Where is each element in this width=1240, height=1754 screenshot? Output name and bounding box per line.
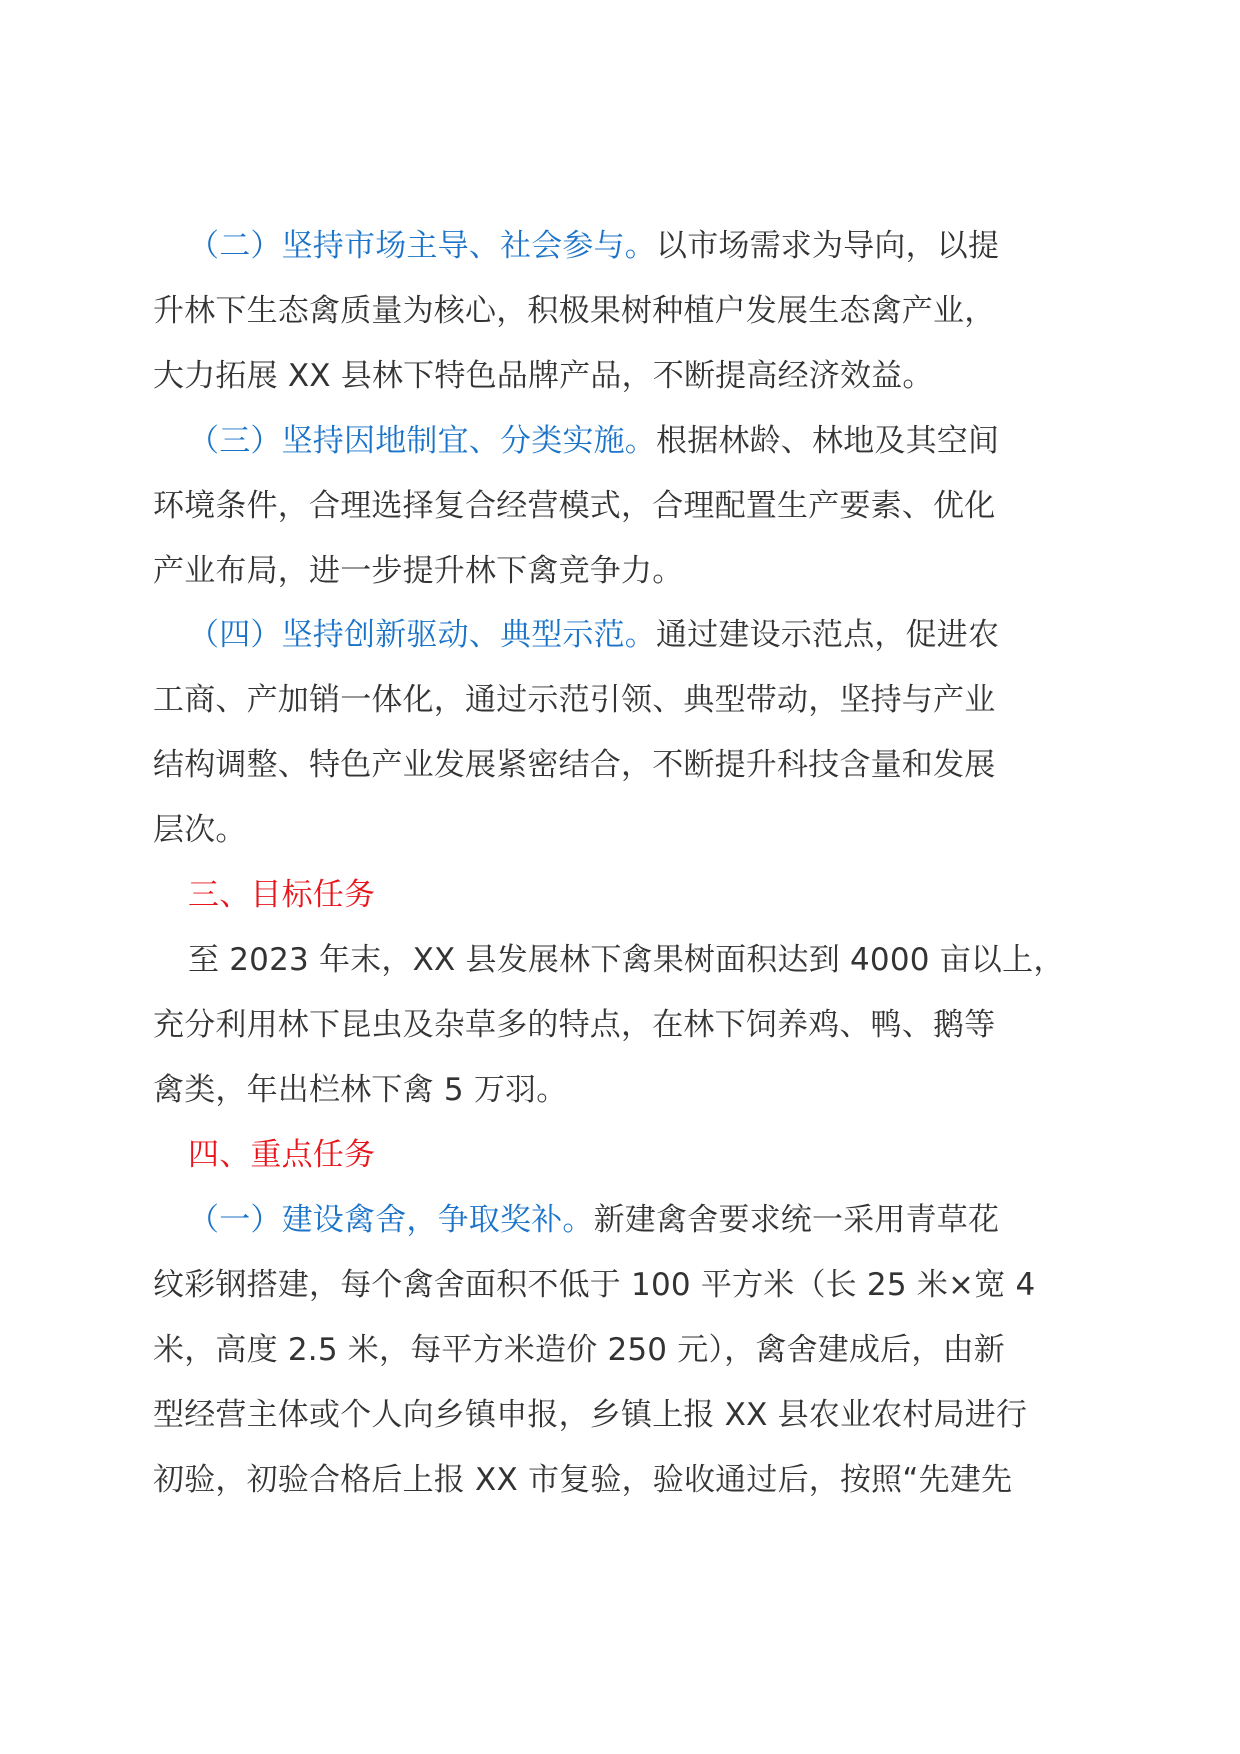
principle-4-line-4: 层次。 [153, 812, 247, 848]
paragraph-principle-3-line [188, 421, 999, 461]
principle-2-line-3: 大力拓展 XX 县林下特色品牌产品，不断提高经济效益。 [153, 358, 934, 394]
principle-2-text: 以市场需求为导向，以提 [656, 228, 1000, 264]
principle-3-line-3: 产业布局，进一步提升林下禽竞争力。 [153, 553, 684, 589]
principle-4-heading: （四）坚持创新驱动、典型示范。 [188, 617, 656, 653]
principle-3-text: 根据林龄、林地及其空间 [656, 423, 1000, 459]
paragraph-principle-4-line [188, 615, 999, 655]
task-1-line-3: 米，高度 2.5 米，每平方米造价 250 元），禽舍建成后，由新 [153, 1332, 1005, 1368]
task-1-text: 新建禽舍要求统一采用青草花 [593, 1202, 1000, 1238]
section-heading-key-tasks: 四、重点任务 [188, 1137, 376, 1173]
goals-line-1: 至 2023 年末，XX 县发展林下禽果树面积达到 4000 亩以上， [188, 942, 1065, 978]
task-1-line-5: 初验，初验合格后上报 XX 市复验，验收通过后，按照“先建先 [153, 1462, 1013, 1498]
goals-line-2: 充分利用林下昆虫及杂草多的特点，在林下饲养鸡、鸭、鹅等 [153, 1007, 996, 1043]
principle-4-line-3: 结构调整、特色产业发展紧密结合，不断提升科技含量和发展 [153, 747, 996, 783]
task-1-line-2: 纹彩钢搭建，每个禽舍面积不低于 100 平方米（长 25 米×宽 4 [153, 1267, 1036, 1303]
paragraph-task-1-line [188, 1200, 999, 1240]
principle-3-line-2: 环境条件，合理选择复合经营模式，合理配置生产要素、优化 [153, 488, 996, 524]
task-1-line-4: 型经营主体或个人向乡镇申报，乡镇上报 XX 县农业农村局进行 [153, 1397, 1028, 1433]
section-heading-goals: 三、目标任务 [188, 877, 376, 913]
principle-4-text: 通过建设示范点，促进农 [656, 617, 1000, 653]
task-1-heading: （一）建设禽舍，争取奖补。 [188, 1202, 594, 1238]
principle-4-line-2: 工商、产加销一体化，通过示范引领、典型带动，坚持与产业 [153, 682, 996, 718]
principle-2-heading: （二）坚持市场主导、社会参与。 [188, 228, 656, 264]
paragraph-principle-2-line [188, 226, 999, 266]
goals-line-3: 禽类，年出栏林下禽 5 万羽。 [153, 1072, 568, 1108]
principle-2-line-2: 升林下生态禽质量为核心，积极果树种植户发展生态禽产业， [153, 293, 996, 329]
principle-3-heading: （三）坚持因地制宜、分类实施。 [188, 423, 656, 459]
